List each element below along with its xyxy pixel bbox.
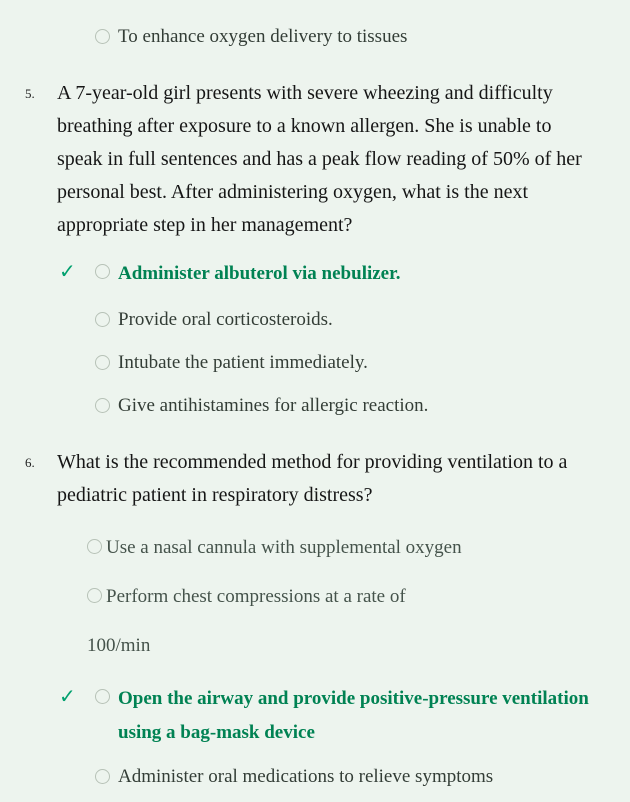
option-row[interactable] [57,348,602,377]
radio-icon[interactable] [95,689,110,704]
checkmark-icon: ✓ [59,684,76,708]
radio-icon[interactable] [87,588,102,603]
option-row[interactable] [57,257,602,291]
option-row[interactable] [57,22,602,51]
radio-icon[interactable] [87,539,102,554]
option-row[interactable] [57,762,602,791]
question-row [25,77,602,242]
question-5-options [25,257,602,420]
option-label: Provide oral corticosteroids. [118,309,333,330]
check-slot [57,682,95,710]
radio-icon[interactable] [95,312,110,327]
radio-icon[interactable] [95,29,110,44]
question-number: 5. [25,86,35,101]
option-label-correct: Administer albuterol via nebulizer. [118,263,401,284]
question-number: 6. [25,455,35,470]
option-label: Give antihistamines for allergic reaction. [118,395,429,416]
question-row [25,446,602,512]
previous-question-options [25,22,602,51]
radio-icon[interactable] [95,398,110,413]
option-row[interactable] [57,682,602,750]
option-row[interactable] [57,523,602,670]
option-row[interactable] [57,305,602,334]
option-label: Perform chest compressions at a rate of 100/min [87,586,406,656]
option-row[interactable] [57,391,602,420]
question-6 [25,446,602,791]
check-slot [57,257,95,285]
option-label: Intubate the patient immediately. [118,352,368,373]
radio-icon[interactable] [95,264,110,279]
radio-icon[interactable] [95,769,110,784]
option-label: Use a nasal cannula with supplemental oxygen [106,537,462,558]
option-label: To enhance oxygen delivery to tissues [118,26,408,47]
question-6-options [25,523,602,791]
option-label: Administer oral medications to relieve symptoms [118,766,494,787]
radio-icon[interactable] [95,355,110,370]
option-label-group [87,523,462,670]
option-label-correct: Open the airway and provide positive-pressure ventilation using a bag-mask device [118,688,589,743]
checkmark-icon: ✓ [59,259,76,283]
question-text: A 7-year-old girl presents with severe wheezing and difficulty breathing after exposure to a known allergen. She is unable to speak in full sentences and has a peak flow reading of 50% of her personal best. After administering oxygen, what is the next appropriate step in her management? [57,82,582,236]
question-5 [25,77,602,420]
question-text: What is the recommended method for providing ventilation to a pediatric patient in respiratory distress? [57,451,568,506]
